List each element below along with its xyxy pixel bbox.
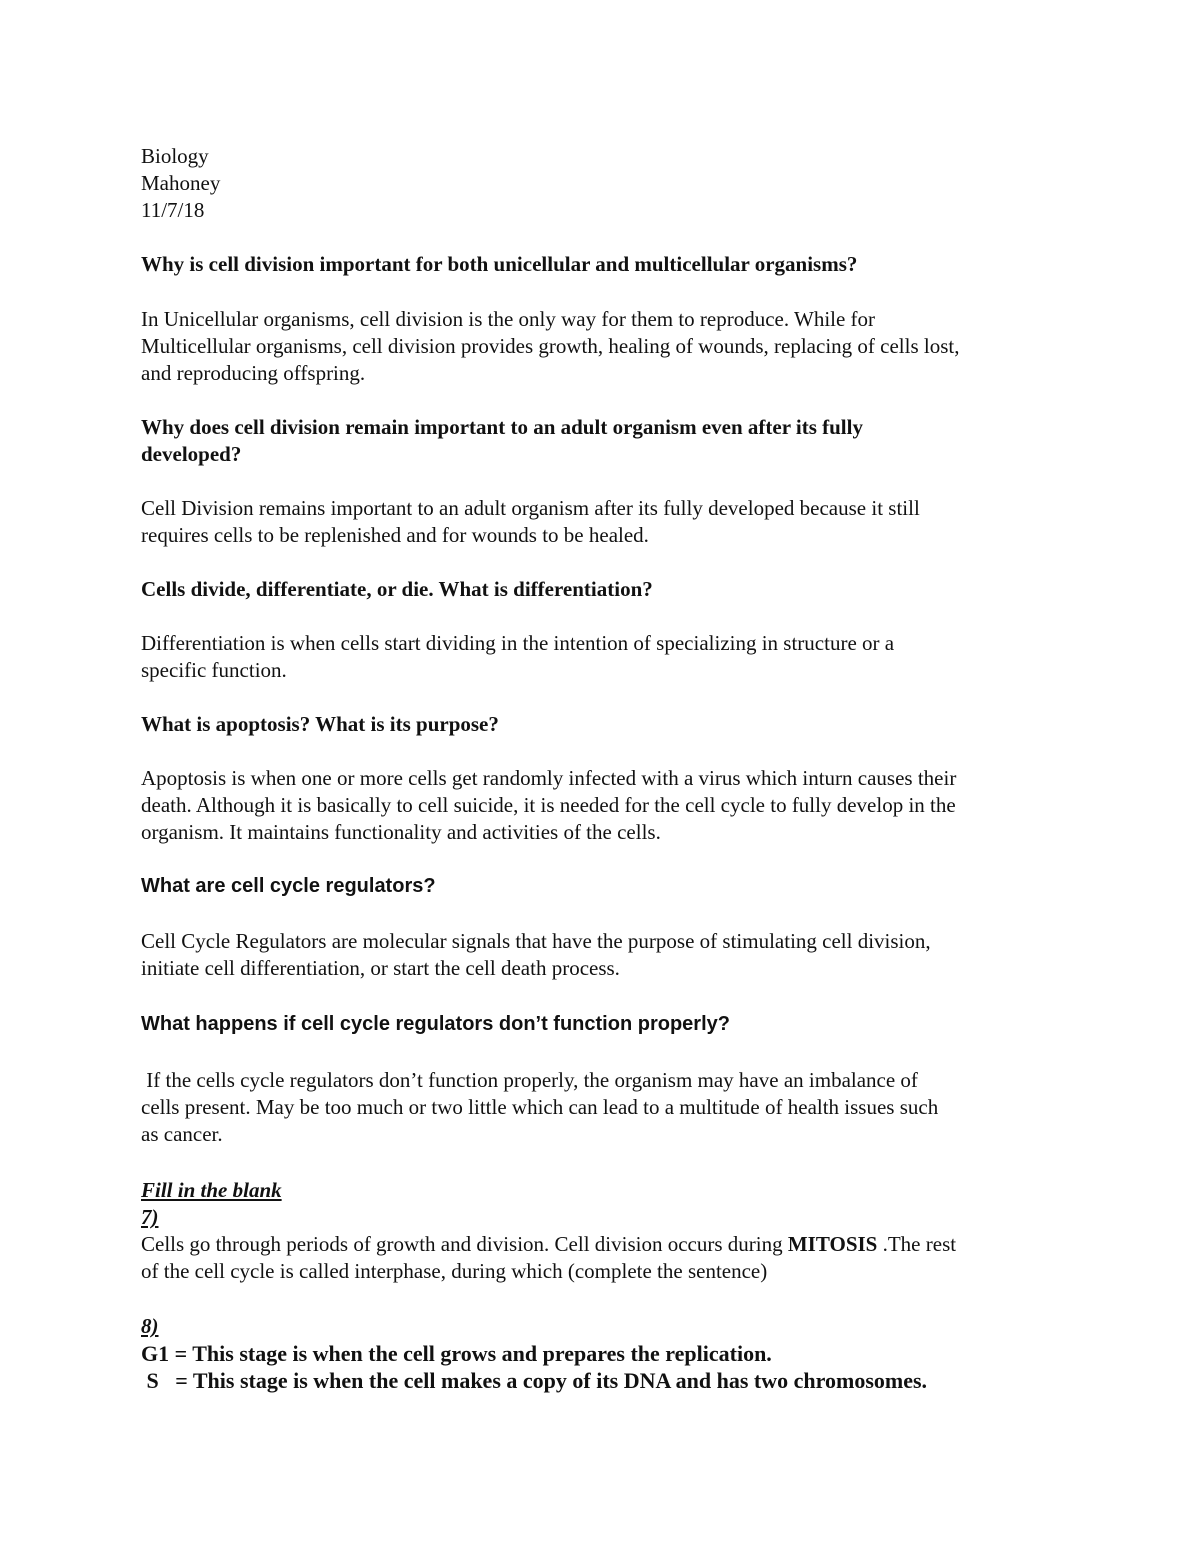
question-7-line xyxy=(141,1231,956,1258)
answer-2-line: Cell Division remains important to an adult organism after its fully developed because it still xyxy=(141,496,920,520)
question-5: What are cell cycle regulators? xyxy=(141,875,436,897)
answer-3-line: specific function. xyxy=(141,658,287,682)
question-8-number: 8) xyxy=(141,1314,159,1338)
date-line: 11/7/18 xyxy=(141,198,205,222)
question-4: What is apoptosis? What is its purpose? xyxy=(141,712,499,736)
question-7-number: 7) xyxy=(141,1205,159,1229)
answer-4-line: death. Although it is basically to cell suicide, it is needed for the cell cycle to fully develop in the xyxy=(141,793,956,817)
question-7-text-end: .The rest xyxy=(877,1232,957,1256)
question-7-answer: MITOSIS xyxy=(787,1232,878,1256)
answer-5-line: Cell Cycle Regulators are molecular signals that have the purpose of stimulating cell division, xyxy=(141,929,931,953)
answer-6-line: cells present. May be too much or two little which can lead to a multitude of health issues such xyxy=(141,1095,939,1119)
s-stage-line: S = This stage is when the cell makes a copy of its DNA and has two chromosomes. xyxy=(141,1368,928,1393)
answer-1-line: Multicellular organisms, cell division provides growth, healing of wounds, replacing of cells lost, xyxy=(141,334,960,358)
answer-3-line: Differentiation is when cells start dividing in the intention of specializing in structure or a xyxy=(141,631,895,655)
question-3: Cells divide, differentiate, or die. What is differentiation? xyxy=(141,577,653,601)
fill-in-heading: Fill in the blank xyxy=(141,1178,282,1202)
question-7-text: Cells go through periods of growth and division. Cell division occurs during xyxy=(141,1232,788,1256)
question-2-line: developed? xyxy=(141,442,242,466)
question-6: What happens if cell cycle regulators don’t function properly? xyxy=(141,1013,730,1035)
subject-line: Biology xyxy=(141,144,209,168)
question-2-line: Why does cell division remain important to an adult organism even after its fully xyxy=(141,415,863,439)
answer-1-line: In Unicellular organisms, cell division is the only way for them to reproduce. While for xyxy=(141,307,876,331)
g1-stage-line: G1 = This stage is when the cell grows and prepares the replication. xyxy=(141,1341,772,1366)
answer-4-line: Apoptosis is when one or more cells get randomly infected with a virus which inturn causes their xyxy=(141,766,957,790)
answer-1-line: and reproducing offspring. xyxy=(141,361,366,385)
answer-2-line: requires cells to be replenished and for wounds to be healed. xyxy=(141,523,649,547)
question-7-line: of the cell cycle is called interphase, during which (complete the sentence) xyxy=(141,1259,768,1283)
answer-6-line: If the cells cycle regulators don’t function properly, the organism may have an imbalance of xyxy=(141,1068,918,1092)
answer-6-line: as cancer. xyxy=(141,1122,223,1146)
answer-5-line: initiate cell differentiation, or start the cell death process. xyxy=(141,956,620,980)
teacher-line: Mahoney xyxy=(141,171,221,195)
answer-4-line: organism. It maintains functionality and activities of the cells. xyxy=(141,820,661,844)
question-1: Why is cell division important for both unicellular and multicellular organisms? xyxy=(141,252,858,276)
